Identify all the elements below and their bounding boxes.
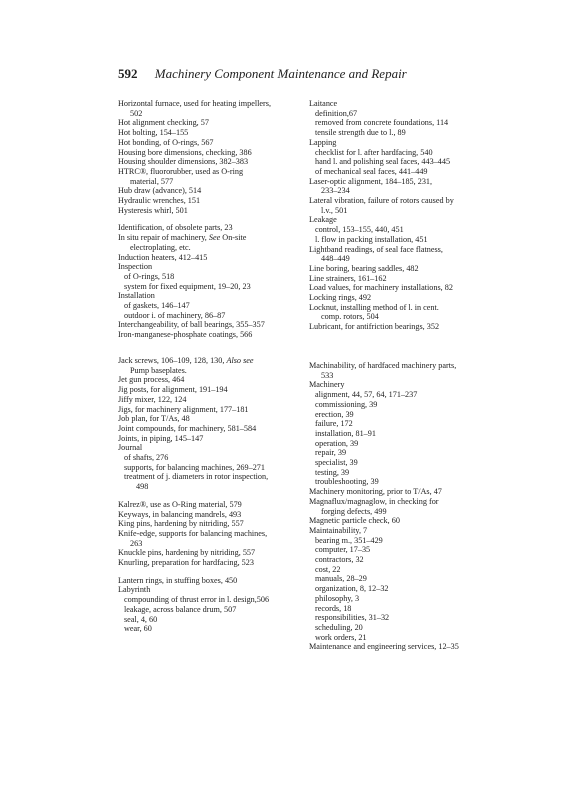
index-column-left [118,0,298,800]
index-entry: Leakage [309,215,337,225]
index-entry: Jig posts, for alignment, 191–194 [118,385,228,395]
index-subentry: treatment of j. diameters in rotor inspection, [124,472,269,482]
index-subentry: alignment, 44, 57, 64, 171–237 [315,390,418,400]
index-subentry: scheduling, 20 [315,622,363,632]
index-entry: Line strainers, 161–162 [309,273,387,283]
index-entry: Lantern rings, in stuffing boxes, 450 [118,575,238,585]
index-subentry: commissioning, 39 [315,399,378,409]
index-subentry: of gaskets, 146–147 [124,301,190,311]
index-gap [118,215,298,223]
page-number: 592 [118,66,138,81]
index-subentry: l. flow in packing installation, 451 [315,234,428,244]
index-entry: Lateral vibration, failure of rotors caused by [309,196,454,206]
index-entry: Knuckle pins, hardening by nitriding, 557 [118,548,256,558]
index-entry: Hot bonding, of O-rings, 567 [118,137,214,147]
index-subentry: 498 [136,482,149,492]
index-entry: Hot alignment checking, 57 [118,118,209,128]
index-subentry: responsibilities, 31–32 [315,613,390,623]
index-entry: Iron-manganese-phosphate coatings, 566 [118,330,253,340]
index-subentry: hand l. and polishing seal faces, 443–445 [315,157,451,167]
index-entry: Machinability, of hardfaced machinery parts, [309,361,457,370]
index-subentry: philosophy, 3 [315,593,360,603]
index-entry: Knife-edge, supports for balancing machines, [118,528,268,538]
index-subentry: electroplating, etc. [130,242,191,252]
index-entry: Jiffy mixer, 122, 124 [118,394,187,404]
index-entry: Jack screws, 106–109, 128, 130, Also see [118,356,254,365]
index-subentry: repair, 39 [315,448,347,458]
index-entry: Hub draw (advance), 514 [118,186,202,196]
index-subentry: Pump baseplates. [130,365,187,375]
index-subentry: material, 577 [130,176,174,186]
index-subentry: leakage, across balance drum, 507 [124,604,237,614]
index-subentry: records, 18 [315,603,352,613]
index-entry: Magnaflux/magnaglow, in checking for [309,496,439,506]
index-entry: Machinery monitoring, prior to T/As, 47 [309,487,442,497]
index-entry: Horizontal furnace, used for heating impellers, [118,99,272,108]
index-subentry: outdoor i. of machinery, 86–87 [124,310,226,320]
index-entry: HTRC®, fluororubber, used as O-ring [118,166,244,176]
index-entry: Laser-optic alignment, 184–185, 231, [309,176,433,186]
index-subentry: bearing m., 351–429 [315,535,383,545]
index-subentry: definition,67 [315,108,358,118]
index-entry: Keyways, in balancing mandrels, 493 [118,509,242,519]
index-entry: Load values, for machinery installations, 82 [309,283,453,293]
index-entry: Knurling, preparation for hardfacing, 523 [118,558,254,568]
index-entry: Lightband readings, of seal face flatness, [309,244,443,254]
index-entry: Induction heaters, 412–415 [118,252,208,262]
index-subentry: operation, 39 [315,438,359,448]
index-subentry: manuals, 28–29 [315,574,367,584]
index-entry: Identification, of obsolete parts, 23 [118,223,233,233]
index-entry: Lapping [309,137,337,147]
index-entry: Hot bolting, 154–155 [118,128,189,138]
index-subentry: control, 153–155, 440, 451 [315,225,404,235]
index-subentry: comp. rotors, 504 [321,312,379,322]
index-subentry: 233–234 [321,186,350,196]
index-subentry: 502 [130,108,143,118]
index-entry: Maintenance and engineering services, 12–35 [309,642,459,652]
index-subentry: cost, 22 [315,564,341,574]
index-entry: Hysteresis whirl, 501 [118,205,188,215]
index-entry: Jet gun process, 464 [118,375,185,385]
book-title: Machinery Component Maintenance and Repair [154,66,407,81]
index-subentry: checklist for l. after hardfacing, 540 [315,147,433,157]
index-subentry: organization, 8, 12–32 [315,584,389,594]
index-entry: In situ repair of machinery, See On-site [118,233,247,243]
index-subentry: computer, 17–35 [315,545,371,555]
index-entry: Installation [118,291,155,301]
index-subentry: work orders, 21 [315,632,367,642]
index-entry: Interchangeability, of ball bearings, 355–357 [118,320,265,330]
index-entry: Hydraulic wrenches, 151 [118,196,201,206]
index-entry: Joints, in piping, 145–147 [118,433,204,443]
index-entry: Housing shoulder dimensions, 382–383 [118,157,249,167]
index-subentry: troubleshooting, 39 [315,477,379,487]
index-subentry: wear, 60 [124,624,152,634]
index-subentry: supports, for balancing machines, 269–271 [124,462,265,472]
index-entry: Maintainability, 7 [309,525,368,535]
index-block-h-i [118,99,298,340]
index-gap [118,568,298,576]
index-gap [118,492,298,500]
index-subentry: system for fixed equipment, 19–20, 23 [124,281,251,291]
index-subentry: 263 [130,538,143,548]
index-entry: Locknut, installing method of l. in cent. [309,302,439,312]
index-subentry: forging defects, 499 [321,506,387,516]
index-entry: Housing bore dimensions, checking, 386 [118,147,252,157]
index-entry: Laitance [309,99,338,108]
index-entry: Magnetic particle check, 60 [309,516,400,526]
index-entry: Line boring, bearing saddles, 482 [309,263,419,273]
index-subentry: specialist, 39 [315,458,358,468]
index-subentry: testing, 39 [315,467,350,477]
index-entry: Lubricant, for antifriction bearings, 352 [309,322,440,332]
index-entry: King pins, hardening by nitriding, 557 [118,519,244,529]
index-column-right [309,0,499,800]
index-entry: Locking rings, 492 [309,293,372,303]
index-subentry: of shafts, 276 [124,453,169,463]
index-entry: Machinery [309,380,345,390]
index-entry: Joint compounds, for machinery, 581–584 [118,423,257,433]
index-entry: Inspection [118,262,153,272]
index-subentry: l.v., 501 [321,205,348,215]
index-block-la-lu [309,99,499,332]
index-entry: Labyrinth [118,585,151,595]
index-subentry: 448–449 [321,254,350,264]
index-subentry: seal, 4, 60 [124,614,158,624]
index-block-j-l [118,356,298,634]
index-entry: Job plan, for T/As, 48 [118,414,190,424]
index-subentry: installation, 81–91 [315,428,376,438]
index-subentry: removed from concrete foundations, 114 [315,118,449,128]
index-subentry: contractors, 32 [315,555,364,565]
index-entry: Jigs, for machinery alignment, 177–181 [118,404,249,414]
index-subentry: compounding of thrust error in l. design,506 [124,595,270,605]
index-subentry: of mechanical seal faces, 441–449 [315,166,428,176]
index-subentry: of O-rings, 518 [124,271,175,281]
index-subentry: failure, 172 [315,419,353,429]
index-entry: Kalrez®, use as O-Ring material, 579 [118,499,242,509]
index-subentry: tensile strength due to l., 89 [315,128,406,138]
index-block-m [309,361,499,652]
index-subentry: 533 [321,370,334,380]
index-entry: Journal [118,443,143,453]
index-subentry: erection, 39 [315,409,354,419]
